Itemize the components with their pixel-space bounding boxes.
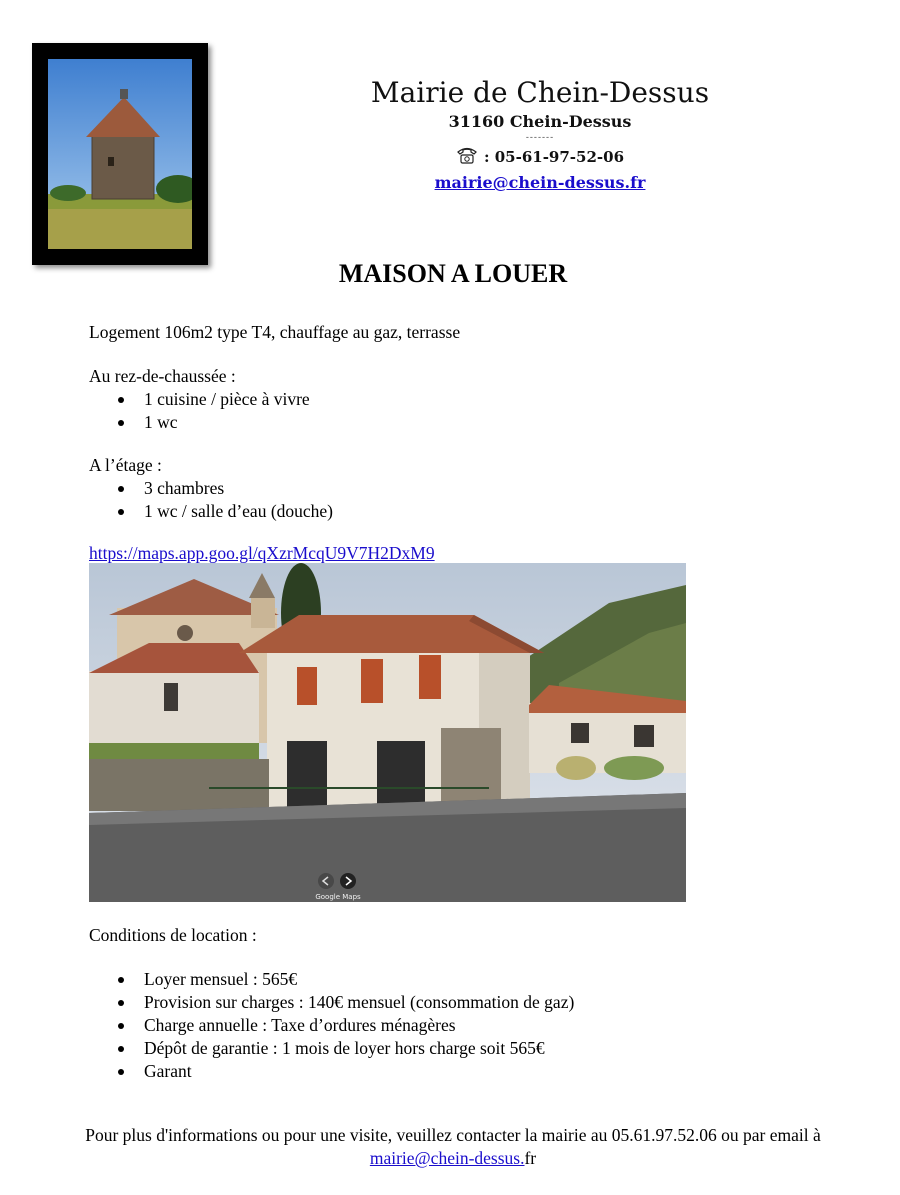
upper-floor-list [89,477,333,523]
mairie-name: Mairie de Chein-Dessus [370,76,710,109]
upper-floor-heading: A l’étage : [89,455,162,475]
phone-line [330,144,750,170]
map-link[interactable]: https://maps.app.goo.gl/qXzrMcqU9V7H2DxM9 [89,543,435,563]
ground-floor-list [89,388,310,434]
tower-photo [48,59,192,249]
telephone-icon [456,146,478,164]
house-streetview-photo [89,563,686,902]
list-item: Loyer mensuel : 565€ [89,968,574,991]
phone-number: : 05-61-97-52-06 [483,148,625,166]
list-item: 3 chambres [89,477,333,500]
map-link-paragraph [89,542,435,565]
footer-email-link[interactable]: mairie@chein-dessus. [369,1148,525,1168]
tower-photo-frame [32,43,208,265]
postal-address: 31160 Chein-Dessus [448,112,632,131]
conditions-heading: Conditions de location : [89,925,257,945]
list-item: 1 wc [89,411,310,434]
list-item: Charge annuelle : Taxe d’ordures ménagères [89,1014,574,1037]
header-separator: ------- [525,133,555,143]
page-title: MAISON A LOUER [338,259,568,288]
ground-floor-heading: Au rez-de-chaussée : [89,366,236,386]
list-item: Garant [89,1060,574,1083]
footer-text-end: fr [524,1148,537,1168]
list-item: 1 wc / salle d’eau (douche) [89,500,333,523]
list-item: Dépôt de garantie : 1 mois de loyer hors charge soit 565€ [89,1037,574,1060]
streetview-credit: Google Maps [315,893,361,901]
list-item: 1 cuisine / pièce à vivre [89,388,310,411]
list-item: Provision sur charges : 140€ mensuel (consommation de gaz) [89,991,574,1014]
header-email-link[interactable]: mairie@chein-dessus.fr [434,173,646,192]
footer-contact [60,1124,846,1170]
mairie-header [330,74,750,196]
conditions-list [89,968,574,1083]
footer-text: Pour plus d'informations ou pour une visite, veuillez contacter la mairie au 05.61.97.52.06 ou par email à [85,1125,821,1145]
description: Logement 106m2 type T4, chauffage au gaz, terrasse [89,322,461,342]
